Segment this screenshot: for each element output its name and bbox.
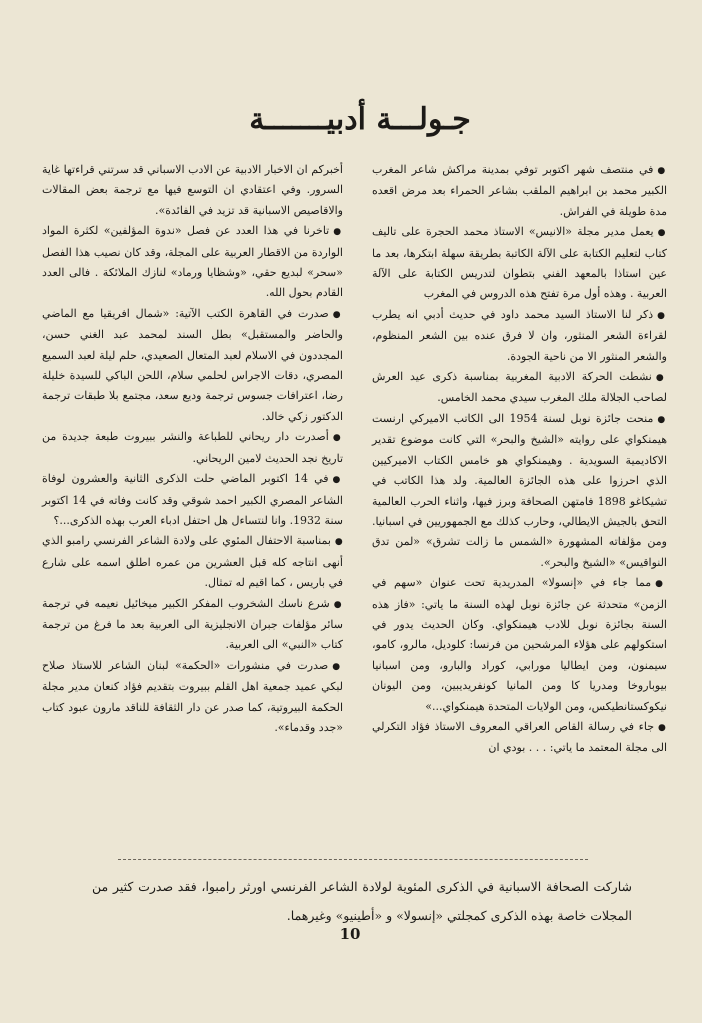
news-item: ● في منتصف شهر اكتوبر توفي بمدينة مراكش شاعر المغرب الكبير محمد بن ابراهيم الملقب بشاعر الحمراء بعد مرض اقعده مدة طويلة في الفراش.	[372, 160, 667, 222]
news-item: ● صدرت في القاهرة الكتب الآتية: «شمال افريقيا مع الماضي والحاضر والمستقبل» بطل السند لمحمد عبد الغني حسن، المجددون في الاسلام لعبد المتعال الصعيدي، حلم ليلة لعبد السميع المصري، دقات الاجراس لحلمي سلام، اللحن الباكي للسيدة خليلة رضا، اعترافات جسوس ترجمة وديع سعد، مجتمع بلا طبقات ترجمة الدكتور زكي خالد.	[42, 304, 343, 427]
footnote-divider	[118, 859, 588, 860]
page-number: 10	[339, 925, 361, 943]
news-item: ● ذكر لنا الاستاذ السيد محمد داود في حديث أدبي انه يطرب لقراءة الشعر المنثور، وان لا فرق عنده بين الشعر المنظوم، والشعر المنثور الا من ناحية الجودة.	[372, 305, 667, 367]
news-item: ● مما جاء في «إنسولا» المدريدية تحت عنوان «سهم في الزمن» متحدثة عن جائزة نوبل لهذه السنة ما ياتي: «فاز هذه السنة بجائزة نوبل للادب هيمنكواي. وكان الحديث يدور في استكولهم على هؤلاء المرشحين من فرنسا: كلوديل، مالرو، كامو، سيمنون، ومن ايطاليا مورابي، كوراد والبارو، ومن اسبانيا بيوباروخا ومدريا كا ومن المانيا كونفريديبين، ومن اليونان نيكوكستانطيكس، ومن الولايات المتحدة هيمنكواي...»	[372, 573, 667, 717]
news-item: ● تاخرنا في هذا العدد عن فصل «ندوة المؤلفين» لكثرة المواد الواردة من الاقطار العربية على المجلة، وقد كان نصيب هذا الفصل «سحر» لبديع حقي، «وشظايا ورماد» لنازك الملائكة . فالى العدد القادم بحول الله.	[42, 221, 343, 304]
footnote: شاركت الصحافة الاسبانية في الذكرى المئوية لولادة الشاعر الفرنسي اورثر رامبوا، فقد صدرت كثير من المجلات خاصة بهذه الذكرى كمجلتي «إنسولا» و «أطينيو» وغيرهما.	[92, 879, 632, 923]
news-item: ● نشطت الحركة الادبية المغربية بمناسبة ذكرى عيد العرش لصاحب الجلالة ملك المغرب سيدي محمد الخامس.	[372, 367, 667, 409]
news-item: ● جاء في رسالة القاص العراقي المعروف الاستاذ فؤاد التكرلي الى مجلة المعتمد ما ياتي: . . . بودي ان	[372, 717, 667, 759]
news-item: ● بمناسبة الاحتفال المئوي على ولادة الشاعر الفرنسي رامبو الذي أنهى انتاجه كله قبل العشرين من عمره اطلق اسمه على شارع في باريس ، كما اقيم له تمثال.	[42, 531, 343, 593]
news-item: ● صدرت في منشورات «الحكمة» لبنان الشاعر للاستاذ صلاح لبكي عميد جمعية اهل القلم ببيروت بتقديم فؤاد كنعان مدير مجلة الحكمة البيروتية، كما صدر عن دار الثقافة للناقد مارون عبود كتاب «جدد وقدماء».	[42, 656, 343, 739]
news-item-continued: أخبركم ان الاخبار الادبية عن الادب الاسباني قد سرتني قراءتها غاية السرور. وفي اعتقادي ان التوسع فيها مع ترجمة بعض المقالات والاقاصيص الاسبانية قد تزيد في الفائدة».	[42, 163, 343, 217]
page-title: جـولـــة أدبيـــــــة	[249, 102, 471, 137]
title-block	[215, 95, 505, 145]
right-column	[372, 160, 667, 759]
news-item: ● أصدرت دار ريحاني للطباعة والنشر ببيروت طبعة جديدة من تاريخ نجد الحديث لامين الريحاني.	[42, 427, 343, 469]
left-column	[42, 160, 343, 738]
news-item: ● شرع ناسك الشخروب المفكر الكبير ميخائيل نعيمه في ترجمة سائر مؤلفات جبران الانجليزية الى العربية بعد ما فرغ من ترجمة كتاب «النبي» الى العربية.	[42, 594, 343, 656]
news-item: ● يعمل مدير مجلة «الانيس» الاستاذ محمد الحجرة على تاليف كتاب لتعليم الكتابة على الآلة الكاتبة بطريقة سهلة ابتكرها، بعد ما عين استاذا بالمعهد الفني بتطوان لتدريس الكتابة على الآلة العربية . وهذه أول مرة تفتح هذه الدروس في المغرب	[372, 222, 667, 305]
news-item: ● في 14 اكتوبر الماضي حلت الذكرى الثانية والعشرون لوفاة الشاعر المصري الكبير احمد شوقي وقد كانت وفاته في 14 اكتوبر سنة 1932. وانا لنتساءل هل احتفل ادباء العرب بهذه الذكرى...؟	[42, 469, 343, 531]
news-item: ● منحت جائزة نوبل لسنة 1954 الى الكاتب الاميركي ارنست هيمنكواي على روايته «الشيخ والبحر» التي كانت موضوع تقدير الاكاديمية السويدية . وهيمنكواي هو خامس الكتاب الاميركيين الذي احرزوا على هذه الجائزة العالمية. ولد هذا الكاتب في تشيكاغو 1898 فامتهن الصحافة وبرز فيها، واثناء الحرب العالمية التحق بالجيش الايطالي، وحارب كذلك مع الجمهوريين في اسبانيا. ومن مؤلفاته المشهورة «الشمس ما زالت تشرق» «لمن تدق النواقيس» «الشيخ والبحر».	[372, 409, 667, 573]
